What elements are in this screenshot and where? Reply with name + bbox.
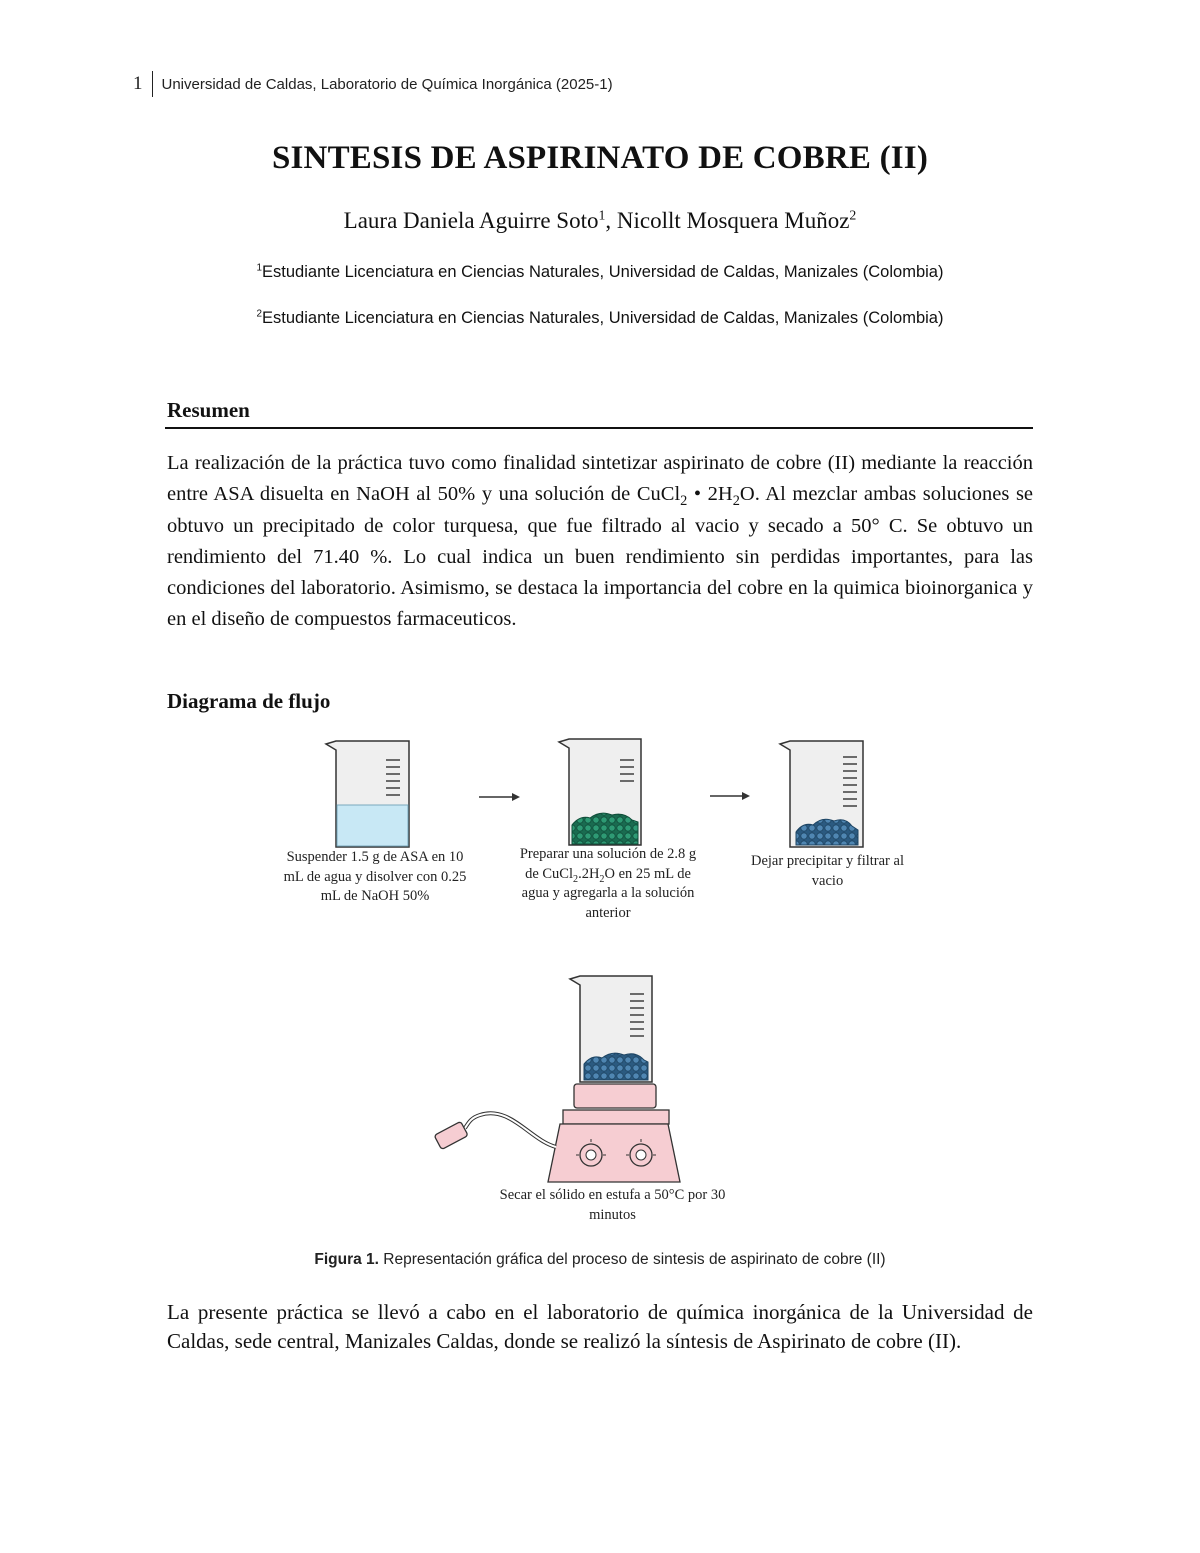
step-1-label: Suspender 1.5 g de ASA en 10 mL de agua y disolver con 0.25 mL de NaOH 50% <box>283 849 467 904</box>
abstract-text-2: • 2H <box>687 483 733 506</box>
author-line <box>0 208 1200 234</box>
step-2-text-b: .2H <box>578 865 600 882</box>
figure-caption <box>0 1251 1200 1269</box>
running-title: Universidad de Caldas, Laboratorio de Química Inorgánica (2025-1) <box>161 75 613 93</box>
aspirin-solution <box>337 805 408 846</box>
step-3-label: Dejar precipitar y filtrar al vacio <box>751 853 904 889</box>
affiliation-2 <box>0 309 1200 328</box>
affiliation-1 <box>0 263 1200 282</box>
author-2-mark: 2 <box>849 207 857 223</box>
abstract-heading: Resumen <box>167 398 250 422</box>
author-2: Nicollt Mosquera Muñoz <box>616 208 850 233</box>
step-2-text-c: O en 25 mL de agua y agregarla a la solución anterior <box>521 865 695 921</box>
abstract-text-1: La realización de la práctica tuvo como finalidad sintetizar aspirinato de cobre (II) mediante la reacción entre ASA disuelta en NaOH al 50% y una solución de CuCl <box>167 452 1033 506</box>
author-1-mark: 1 <box>598 207 606 223</box>
closing-paragraph: La presente práctica se llevó a cabo en el laboratorio de química inorgánica de la Universidad de Caldas, sede central, Manizales Caldas, donde se realizó la síntesis de Aspirinato de cobre (II). <box>167 1300 1033 1353</box>
step-2-sub-2: 2 <box>599 873 605 885</box>
arrow-right-icon <box>479 793 520 801</box>
author-1: Laura Daniela Aguirre Soto <box>343 208 599 233</box>
affiliation-1-text: Estudiante Licenciatura en Ciencias Naturales, Universidad de Caldas, Manizales (Colombia) <box>262 263 944 281</box>
step-2-sub-1: 2 <box>573 873 579 885</box>
caption-label: Figura 1. <box>314 1251 379 1268</box>
blue-precipitate <box>796 819 858 845</box>
hot-plate-icon <box>548 1084 680 1182</box>
abstract-sub-1: 2 <box>680 493 688 510</box>
step-4-label: Secar el sólido en estufa a 50°C por 30 minutos <box>499 1187 726 1223</box>
step-2-text-a: Preparar una solución de 2.8 g de CuCl <box>519 846 697 882</box>
power-cord-icon <box>434 1113 556 1149</box>
affiliation-2-mark: 2 <box>256 308 263 320</box>
drying-solid <box>584 1053 648 1080</box>
arrow-right-icon-2 <box>710 792 750 800</box>
abstract-text-3: O. Al mezclar ambas soluciones se obtuvo un precipitado de color turquesa, que fue filtrado al vacio y secado a 50° C. Se obtuvo un rendimiento del 71.40 %. Lo cual indica un buen rendimiento sin perdidas importantes, para las condiciones del laboratorio. Asimismo, se destaca la importancia del cobre en la quimica bioinorganica y en el diseño de compuestos farmaceuticos. <box>167 483 1034 631</box>
caption-text: Representación gráfica del proceso de sintesis de aspirinato de cobre (II) <box>378 1251 886 1268</box>
beaker-4-icon <box>570 976 652 1082</box>
step-2-label <box>518 845 698 923</box>
header-divider <box>152 71 153 97</box>
beaker-1-icon <box>326 741 409 847</box>
diagram-heading: Diagrama de flujo <box>167 689 331 713</box>
abstract-sub-2: 2 <box>732 493 740 510</box>
green-precipitate <box>572 813 638 844</box>
page-number: 1 <box>133 73 143 94</box>
running-header <box>133 70 613 98</box>
affiliation-1-mark: 1 <box>256 262 263 274</box>
beaker-3-icon <box>780 741 863 847</box>
beaker-2-icon <box>559 739 641 845</box>
heading-rule <box>165 427 1033 429</box>
author-separator: , <box>605 208 617 233</box>
paper-title: SINTESIS DE ASPIRINATO DE COBRE (II) <box>271 140 929 176</box>
affiliation-2-text: Estudiante Licenciatura en Ciencias Naturales, Universidad de Caldas, Manizales (Colombia) <box>262 309 944 327</box>
abstract-body <box>167 448 1033 636</box>
